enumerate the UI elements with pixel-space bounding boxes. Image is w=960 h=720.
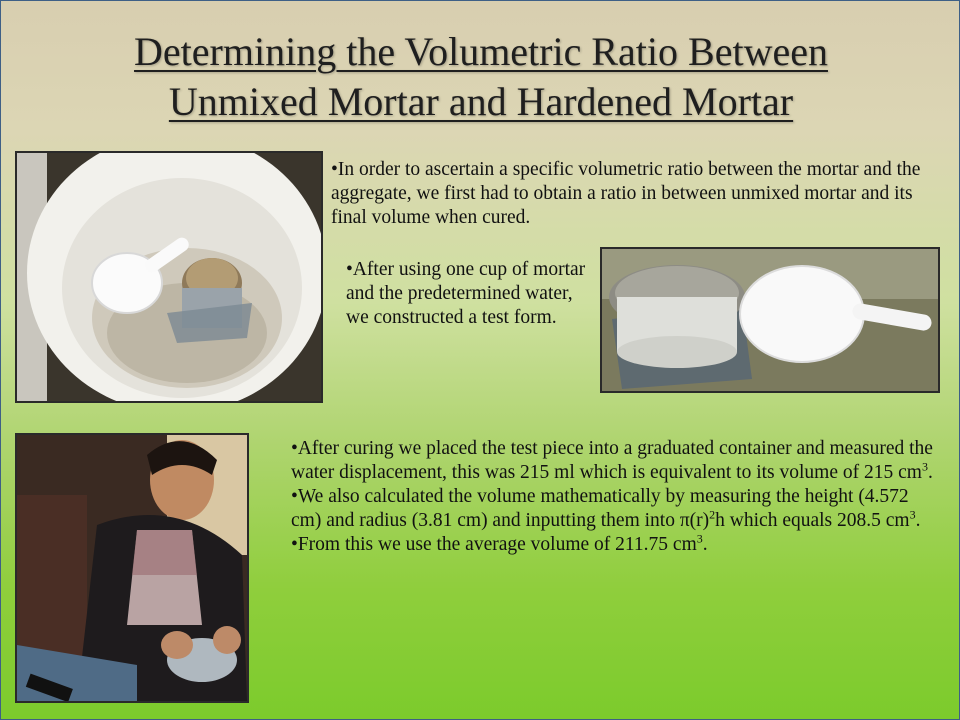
bucket-photo: [15, 151, 323, 403]
cubic-superscript: 3: [921, 459, 928, 474]
title-line-2: Unmixed Mortar and Hardened Mortar: [168, 79, 794, 124]
period: .: [915, 510, 921, 531]
period: .: [927, 462, 933, 483]
slide-title: [41, 27, 921, 127]
test-form-bullet: •After using one cup of mortar and the predetermined water, we constructed a test form.: [346, 259, 586, 328]
cubic-superscript: 3: [909, 507, 916, 522]
average-bullet: [291, 533, 941, 557]
displacement-text: •After curing we placed the test piece into a graduated container and measured the water displacement, this was 215 ml which is equivalent to its volume of 215 cm: [291, 438, 933, 483]
square-superscript: 2: [709, 507, 716, 522]
intro-bullet: •In order to ascertain a specific volumetric ratio between the mortar and the aggregate, we first had to obtain a ratio in between unmixed mortar and its final volume when cured.: [331, 159, 921, 228]
calculation-text: •We also calculated the volume mathematically by measuring the height (4.572 cm) and radius (3.81 cm) and inputting them into π(r): [291, 486, 909, 531]
displacement-bullet: [291, 437, 941, 485]
intro-paragraph: [331, 158, 941, 230]
period: .: [702, 534, 708, 555]
average-text: •From this we use the average volume of 211.75 cm: [291, 534, 697, 555]
cubic-superscript: 3: [696, 531, 703, 546]
measuring-photo: [15, 433, 249, 703]
test-form-paragraph: [346, 258, 591, 330]
results-paragraph: [291, 437, 941, 557]
test-form-photo: [600, 247, 940, 393]
calculation-bullet: [291, 485, 941, 533]
calculation-result-text: h which equals 208.5 cm: [715, 510, 910, 531]
title-line-1: Determining the Volumetric Ratio Between: [134, 29, 828, 74]
